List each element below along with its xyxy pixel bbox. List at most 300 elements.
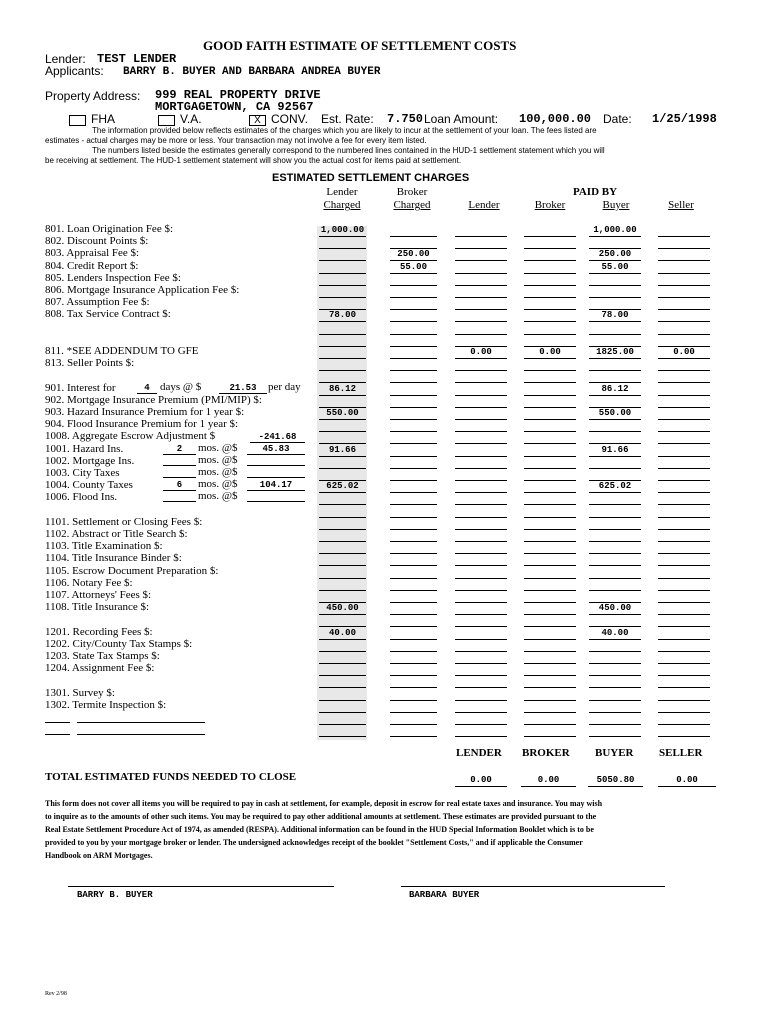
cell-broker-charged — [390, 458, 437, 469]
cell-buyer — [589, 494, 641, 505]
page-title: GOOD FAITH ESTIMATE OF SETTLEMENT COSTS — [203, 38, 517, 53]
cell-broker — [524, 446, 576, 457]
cell-lender — [455, 287, 507, 298]
cell-broker-charged — [390, 324, 437, 335]
cell-seller — [658, 592, 710, 603]
cell-buyer: 625.02 — [589, 482, 641, 493]
row-label: 1003. City Taxes — [45, 467, 120, 479]
cell-broker-charged — [390, 531, 437, 542]
cell-broker-charged — [390, 385, 437, 396]
cell-broker — [524, 543, 576, 554]
cell-lender: 0.00 — [455, 348, 507, 359]
row-label: 1001. Hazard Ins. — [45, 442, 124, 455]
cell-lender — [455, 372, 507, 383]
cell-lender-charged — [319, 348, 366, 359]
cell-broker — [524, 397, 576, 408]
row-label: 1204. Assignment Fee $: — [45, 662, 155, 675]
mortgage-mos-label: mos. @$ — [198, 454, 238, 466]
row-label: 811. *SEE ADDENDUM TO GFE — [45, 345, 199, 357]
cell-broker — [524, 714, 576, 725]
row-label: 1006. Flood Ins. — [45, 491, 118, 504]
cell-seller — [658, 397, 710, 408]
cell-broker-charged — [390, 446, 437, 457]
cell-lender-charged — [319, 238, 366, 249]
cell-buyer: 250.00 — [589, 250, 641, 261]
cell-buyer — [589, 397, 641, 408]
rate-value: 7.750 — [387, 112, 424, 126]
cell-seller — [658, 690, 710, 701]
cell-lender-charged — [319, 555, 366, 566]
loan-amount-value: 100,000.00 — [519, 112, 592, 126]
county-mos-label: mos. @$ — [198, 478, 238, 490]
cell-broker — [524, 653, 576, 664]
cell-seller — [658, 507, 710, 518]
row-label: 1106. Notary Fee $: — [45, 576, 133, 589]
cell-lender-charged — [319, 494, 366, 505]
cell-lender — [455, 726, 507, 737]
cell-broker — [524, 531, 576, 542]
hazard-rate: 45.83 — [247, 444, 305, 455]
cell-seller — [658, 519, 710, 530]
cell-broker-charged — [390, 397, 437, 408]
cell-buyer — [589, 433, 641, 444]
info-text-2: estimates - actual charges may be more or less. Your transaction may not involve a fee for every item listed. — [45, 136, 427, 145]
cell-seller — [658, 311, 710, 322]
cell-broker-charged — [390, 275, 437, 286]
cell-buyer: 91.66 — [589, 446, 641, 457]
cell-lender-charged — [319, 714, 366, 725]
paid-lender-header: Lender — [468, 199, 500, 211]
signer-2-name: BARBARA BUYER — [409, 890, 480, 900]
cell-broker — [524, 324, 576, 335]
info-text-1: The information provided below reflects estimates of the charges which you are likely to incur at the settlement of your loan. The fees listed are — [92, 126, 597, 135]
row-label: 803. Appraisal Fee $: — [45, 247, 140, 260]
cell-lender — [455, 519, 507, 530]
footer-text-4: provided to you by your mortgage broker or lender. The undersigned acknowledges receipt of the booklet "Settlement Costs," and if applicable the Consumer — [45, 838, 583, 847]
cell-broker-charged — [390, 348, 437, 359]
cell-lender-charged — [319, 507, 366, 518]
cell-seller — [658, 555, 710, 566]
mortgage-mos-blank — [163, 465, 196, 466]
row-label: 1108. Title Insurance $: — [45, 601, 150, 614]
cell-seller — [658, 275, 710, 286]
cell-buyer — [589, 519, 641, 530]
cell-seller — [658, 629, 710, 640]
date-label: Date: — [603, 112, 632, 126]
cell-buyer — [589, 714, 641, 725]
cell-lender — [455, 494, 507, 505]
cell-buyer — [589, 324, 641, 335]
signature-line-2 — [401, 886, 665, 887]
cell-broker — [524, 494, 576, 505]
cell-broker — [524, 470, 576, 481]
cell-broker — [524, 372, 576, 383]
cell-seller — [658, 421, 710, 432]
row-label: 1105. Escrow Document Preparation $: — [45, 564, 219, 577]
cell-seller — [658, 470, 710, 481]
cell-lender-charged — [319, 531, 366, 542]
row-label: 1008. Aggregate Escrow Adjustment $ — [45, 430, 216, 443]
cell-broker — [524, 519, 576, 530]
interest-days: 4 — [137, 383, 157, 394]
total-broker: 0.00 — [521, 776, 576, 787]
cell-lender-charged — [319, 543, 366, 554]
cell-lender — [455, 446, 507, 457]
cell-seller — [658, 714, 710, 725]
cell-seller — [658, 385, 710, 396]
cell-seller — [658, 446, 710, 457]
cell-lender — [455, 470, 507, 481]
cell-broker — [524, 482, 576, 493]
cell-lender — [455, 397, 507, 408]
cell-seller — [658, 360, 710, 371]
row-label: 901. Interest for — [45, 381, 116, 394]
cell-broker — [524, 385, 576, 396]
cell-broker-charged: 55.00 — [390, 263, 437, 274]
cell-broker-charged — [390, 336, 437, 347]
row-label: 903. Hazard Insurance Premium for 1 year $: — [45, 406, 245, 418]
info-text-3: The numbers listed beside the estimates generally correspond to the numbered lines contained in the HUD-1 settlement statement which you will — [92, 146, 605, 155]
fha-checkbox[interactable] — [69, 115, 86, 126]
property-line-2: MORTGAGETOWN, CA 92567 — [155, 100, 314, 114]
cell-lender — [455, 263, 507, 274]
cell-lender-charged — [319, 397, 366, 408]
cell-seller — [658, 653, 710, 664]
cell-broker-charged — [390, 568, 437, 579]
cell-lender-charged — [319, 360, 366, 371]
cell-lender — [455, 458, 507, 469]
cell-lender — [455, 690, 507, 701]
cell-broker-charged — [390, 665, 437, 676]
flood-rate-blank — [247, 501, 305, 502]
cell-broker-charged — [390, 616, 437, 627]
cell-seller — [658, 616, 710, 627]
cell-lender — [455, 531, 507, 542]
cell-broker-charged — [390, 360, 437, 371]
paid-buyer-header: Buyer — [602, 199, 630, 211]
cell-buyer — [589, 580, 641, 591]
totals-label: TOTAL ESTIMATED FUNDS NEEDED TO CLOSE — [45, 771, 297, 783]
row-label: 1302. Termite Inspection $: — [45, 698, 167, 711]
row-label: 904. Flood Insurance Premium for 1 year $: — [45, 418, 239, 431]
cell-broker — [524, 263, 576, 274]
cell-lender — [455, 653, 507, 664]
cell-seller — [658, 531, 710, 542]
cell-seller — [658, 604, 710, 615]
cell-lender-charged: 625.02 — [319, 482, 366, 493]
cell-broker-charged — [390, 421, 437, 432]
conv-checkbox[interactable]: X — [249, 115, 266, 126]
cell-broker — [524, 568, 576, 579]
cell-broker-charged — [390, 641, 437, 652]
row-label: 1107. Attorneys' Fees $: — [45, 589, 152, 601]
cell-broker — [524, 250, 576, 261]
row-label: 801. Loan Origination Fee $: — [45, 223, 174, 235]
cell-broker-charged — [390, 470, 437, 481]
cell-broker — [524, 580, 576, 591]
cell-broker-charged — [390, 702, 437, 713]
cell-seller: 0.00 — [658, 348, 710, 359]
property-line-1: 999 REAL PROPERTY DRIVE — [155, 88, 321, 102]
cell-buyer: 1,000.00 — [589, 226, 641, 237]
cell-lender — [455, 568, 507, 579]
info-text-4: be receiving at settlement. The HUD-1 settlement statement will show you the actual cost for items paid at settlement. — [45, 156, 462, 165]
cell-buyer — [589, 568, 641, 579]
row-label: 806. Mortgage Insurance Application Fee $: — [45, 284, 240, 296]
cell-broker-charged — [390, 580, 437, 591]
cell-buyer: 550.00 — [589, 409, 641, 420]
county-mos: 6 — [163, 480, 196, 491]
row-label: 1201. Recording Fees $: — [45, 625, 153, 638]
cell-broker-charged — [390, 519, 437, 530]
cell-broker — [524, 299, 576, 310]
total-lender: 0.00 — [455, 776, 507, 787]
cell-broker — [524, 616, 576, 627]
va-checkbox[interactable] — [158, 115, 175, 126]
row-label: 1202. City/County Tax Stamps $: — [45, 637, 193, 650]
cell-broker — [524, 311, 576, 322]
cell-buyer — [589, 592, 641, 603]
cell-seller — [658, 336, 710, 347]
cell-lender — [455, 238, 507, 249]
cell-buyer: 450.00 — [589, 604, 641, 615]
cell-seller — [658, 226, 710, 237]
cell-broker — [524, 421, 576, 432]
broker-charged-header-2: Charged — [393, 199, 431, 211]
cell-lender — [455, 641, 507, 652]
cell-buyer — [589, 299, 641, 310]
cell-buyer: 40.00 — [589, 629, 641, 640]
cell-lender — [455, 677, 507, 688]
cell-broker — [524, 702, 576, 713]
va-label: V.A. — [180, 112, 202, 126]
cell-seller — [658, 372, 710, 383]
cell-buyer — [589, 665, 641, 676]
flood-mos-label: mos. @$ — [198, 490, 238, 502]
cell-lender — [455, 592, 507, 603]
paid-broker-header: Broker — [534, 199, 566, 211]
row-label: 1103. Title Examination $: — [45, 540, 163, 553]
cell-lender-charged — [319, 641, 366, 652]
cell-buyer: 78.00 — [589, 311, 641, 322]
cell-broker-charged — [390, 226, 437, 237]
cell-seller — [658, 726, 710, 737]
cell-seller — [658, 263, 710, 274]
cell-broker-charged — [390, 507, 437, 518]
row-label: 1203. State Tax Stamps $: — [45, 650, 160, 662]
cell-lender-charged: 450.00 — [319, 604, 366, 615]
cell-lender-charged — [319, 470, 366, 481]
cell-broker — [524, 690, 576, 701]
blank-description-1 — [77, 722, 205, 723]
cell-buyer — [589, 616, 641, 627]
footer-text-1: This form does not cover all items you will be required to pay in cash at settlement, for example, deposit in escrow for real estate taxes and insurance. You may wish — [45, 799, 603, 808]
cell-lender — [455, 482, 507, 493]
cell-buyer — [589, 360, 641, 371]
cell-seller — [658, 299, 710, 310]
cell-lender — [455, 336, 507, 347]
cell-broker-charged — [390, 690, 437, 701]
cell-lender-charged: 78.00 — [319, 311, 366, 322]
property-label: Property Address: — [45, 89, 141, 103]
city-mos-label: mos. @$ — [198, 466, 238, 478]
cell-broker-charged — [390, 372, 437, 383]
row-label: 902. Mortgage Insurance Premium (PMI/MIP) $: — [45, 393, 262, 406]
cell-buyer — [589, 470, 641, 481]
cell-buyer: 1825.00 — [589, 348, 641, 359]
cell-broker — [524, 409, 576, 420]
cell-broker-charged — [390, 238, 437, 249]
total-seller: 0.00 — [658, 776, 716, 787]
cell-buyer — [589, 336, 641, 347]
cell-lender — [455, 604, 507, 615]
cell-lender — [455, 702, 507, 713]
mortgage-rate-blank — [247, 465, 305, 466]
total-buyer: 5050.80 — [588, 776, 643, 787]
cell-broker — [524, 458, 576, 469]
cell-lender — [455, 543, 507, 554]
row-label: 1101. Settlement or Closing Fees $: — [45, 515, 203, 528]
cell-lender-charged — [319, 519, 366, 530]
cell-lender-charged: 91.66 — [319, 446, 366, 457]
county-rate: 104.17 — [247, 480, 305, 491]
applicants-value: BARRY B. BUYER AND BARBARA ANDREA BUYER — [123, 66, 381, 78]
cell-lender — [455, 580, 507, 591]
cell-broker — [524, 677, 576, 688]
cell-lender-charged — [319, 677, 366, 688]
cell-lender-charged: 1,000.00 — [320, 225, 365, 235]
cell-buyer — [589, 726, 641, 737]
cell-lender — [455, 409, 507, 420]
cell-seller — [658, 543, 710, 554]
cell-lender-charged — [319, 336, 366, 347]
cell-buyer — [589, 287, 641, 298]
cell-lender-charged — [319, 372, 366, 383]
cell-seller — [658, 433, 710, 444]
cell-broker-charged — [390, 299, 437, 310]
cell-buyer: 55.00 — [589, 263, 641, 274]
cell-seller — [658, 677, 710, 688]
cell-lender-charged: 86.12 — [319, 385, 366, 396]
cell-buyer — [589, 555, 641, 566]
date-value: 1/25/1998 — [652, 112, 717, 126]
cell-buyer — [589, 543, 641, 554]
cell-lender — [455, 385, 507, 396]
cell-lender — [455, 311, 507, 322]
cell-buyer — [589, 275, 641, 286]
row-label: 813. Seller Points $: — [45, 357, 135, 370]
cell-seller — [658, 287, 710, 298]
cell-lender-charged — [319, 653, 366, 664]
totals-seller-header: SELLER — [659, 747, 703, 759]
rate-label: Est. Rate: — [321, 112, 374, 126]
cell-broker-charged — [390, 543, 437, 554]
footer-text-3: Real Estate Settlement Procedure Act of 1974, as amended (RESPA). Additional information can be found in the HUD Special Information Booklet which is to be — [45, 825, 594, 834]
cell-broker-charged — [390, 653, 437, 664]
cell-lender — [455, 360, 507, 371]
lender-label: Lender: — [45, 52, 86, 66]
cell-seller — [658, 458, 710, 469]
cell-broker-charged — [390, 592, 437, 603]
applicants-label: Applicants: — [45, 64, 104, 78]
cell-broker-charged — [390, 555, 437, 566]
cell-seller — [658, 409, 710, 420]
cell-buyer — [589, 531, 641, 542]
cell-buyer — [589, 690, 641, 701]
cell-broker-charged — [390, 677, 437, 688]
footer-text-2: to inquire as to the amounts of other such items. You may be required to pay other additional amounts at settlement. These estimates are provided pursuant to the — [45, 812, 597, 821]
cell-broker-charged — [390, 311, 437, 322]
cell-broker-charged — [390, 629, 437, 640]
cell-lender-charged — [319, 592, 366, 603]
paid-seller-header: Seller — [668, 199, 694, 211]
cell-lender-charged — [319, 580, 366, 591]
cell-broker — [524, 592, 576, 603]
lender-charged-header-1: Lender — [326, 186, 358, 198]
cell-buyer — [589, 421, 641, 432]
row-label: 808. Tax Service Contract $: — [45, 308, 171, 321]
cell-lender — [455, 433, 507, 444]
cell-lender-charged: 40.00 — [319, 629, 366, 640]
cell-lender — [455, 275, 507, 286]
cell-broker — [524, 555, 576, 566]
totals-buyer-header: BUYER — [595, 747, 634, 759]
cell-lender-charged: 550.00 — [319, 409, 366, 420]
cell-seller — [658, 665, 710, 676]
cell-broker — [524, 604, 576, 615]
cell-buyer — [589, 702, 641, 713]
cell-broker-charged — [390, 714, 437, 725]
lender-charged-header-2: Charged — [323, 199, 361, 211]
cell-lender — [455, 665, 507, 676]
cell-broker: 0.00 — [524, 348, 576, 359]
cell-broker — [524, 641, 576, 652]
cell-broker-charged — [390, 433, 437, 444]
cell-lender-charged — [319, 421, 366, 432]
fha-label: FHA — [91, 112, 115, 126]
revision-label: Rev 2/98 — [45, 991, 67, 997]
cell-lender — [455, 226, 507, 237]
signature-line-1 — [68, 886, 334, 887]
row-label: 802. Discount Points $: — [45, 235, 149, 248]
cell-buyer — [589, 372, 641, 383]
cell-lender — [455, 250, 507, 261]
interest-per-day: 21.53 — [219, 383, 267, 394]
cell-broker-charged — [390, 482, 437, 493]
row-label: 804. Credit Report $: — [45, 259, 139, 272]
cell-buyer — [589, 238, 641, 249]
signer-1-name: BARRY B. BUYER — [77, 890, 153, 900]
cell-seller — [658, 250, 710, 261]
cell-lender — [455, 616, 507, 627]
city-rate-blank — [247, 477, 305, 478]
lender-value: TEST LENDER — [97, 52, 177, 66]
row-label: 1301. Survey $: — [45, 686, 115, 699]
cell-buyer — [589, 653, 641, 664]
cell-broker — [524, 238, 576, 249]
blank-number-1 — [45, 722, 70, 723]
cell-lender-charged — [319, 324, 366, 335]
cell-lender-charged — [319, 690, 366, 701]
cell-lender-charged — [319, 299, 366, 310]
cell-buyer — [589, 641, 641, 652]
cell-buyer: 86.12 — [589, 385, 641, 396]
cell-seller — [658, 238, 710, 249]
cell-seller — [658, 641, 710, 652]
cell-lender-charged — [319, 250, 366, 261]
cell-buyer — [589, 677, 641, 688]
cell-broker-charged: 250.00 — [390, 250, 437, 261]
